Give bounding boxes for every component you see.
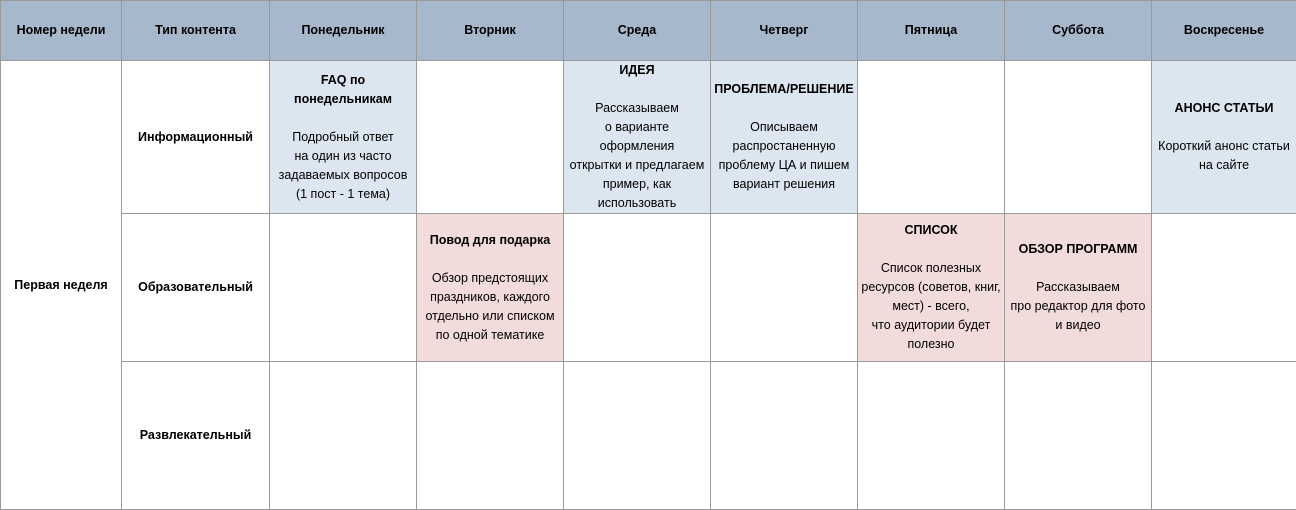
cell-title: FAQ по понедельникам [272, 71, 414, 109]
cell-fun-monday [270, 362, 417, 510]
cell-edu-tuesday [417, 214, 564, 362]
header-thursday: Четверг [711, 1, 858, 61]
row-entertainment [1, 362, 1296, 510]
header-monday: Понедельник [270, 1, 417, 61]
cell-info-monday [270, 61, 417, 214]
cell-body: Подробный ответ на один из часто задаваемых вопросов (1 пост - 1 тема) [272, 128, 414, 204]
cell-fun-friday [858, 362, 1005, 510]
cell-edu-thursday [711, 214, 858, 362]
row-educational [1, 214, 1296, 362]
cell-fun-tuesday [417, 362, 564, 510]
cell-edu-wednesday [564, 214, 711, 362]
cell-edu-friday [858, 214, 1005, 362]
header-sunday: Воскресенье [1152, 1, 1296, 61]
cell-info-friday [858, 61, 1005, 214]
cell-title: АНОНС СТАТЬИ [1154, 99, 1294, 118]
cell-edu-saturday [1005, 214, 1152, 362]
header-week-number: Номер недели [1, 1, 122, 61]
header-tuesday: Вторник [417, 1, 564, 61]
cell-info-sunday [1152, 61, 1296, 214]
content-type-entertainment: Развлекательный [122, 362, 270, 510]
cell-fun-saturday [1005, 362, 1152, 510]
cell-info-thursday [711, 61, 858, 214]
cell-info-tuesday [417, 61, 564, 214]
cell-body: Описываем распростаненную проблему ЦА и пишем вариант решения [713, 118, 855, 194]
cell-body: Обзор предстоящих праздников, каждого отдельно или списком по одной тематике [419, 269, 561, 345]
cell-body: Список полезных ресурсов (советов, книг, мест) - всего, что аудитории будет полезно [860, 259, 1002, 354]
cell-title: ОБЗОР ПРОГРАММ [1007, 240, 1149, 259]
header-content-type: Тип контента [122, 1, 270, 61]
cell-fun-thursday [711, 362, 858, 510]
cell-edu-monday [270, 214, 417, 362]
header-saturday: Суббота [1005, 1, 1152, 61]
week-label: Первая неделя [1, 61, 122, 510]
cell-edu-sunday [1152, 214, 1296, 362]
cell-fun-sunday [1152, 362, 1296, 510]
header-wednesday: Среда [564, 1, 711, 61]
content-type-educational: Образовательный [122, 214, 270, 362]
cell-info-wednesday [564, 61, 711, 214]
cell-title: СПИСОК [860, 221, 1002, 240]
header-row [1, 1, 1296, 61]
header-friday: Пятница [858, 1, 1005, 61]
cell-body: Короткий анонс статьи на сайте [1154, 137, 1294, 175]
cell-info-saturday [1005, 61, 1152, 214]
cell-title: ИДЕЯ [566, 61, 708, 80]
row-informational [1, 61, 1296, 214]
cell-title: ПРОБЛЕМА/РЕШЕНИЕ [713, 80, 855, 99]
cell-title: Повод для подарка [419, 231, 561, 250]
content-type-informational: Информационный [122, 61, 270, 214]
cell-body: Рассказываем про редактор для фото и видео [1007, 278, 1149, 335]
cell-fun-wednesday [564, 362, 711, 510]
cell-body: Рассказываем о варианте оформления открытки и предлагаем пример, как использовать [566, 99, 708, 213]
